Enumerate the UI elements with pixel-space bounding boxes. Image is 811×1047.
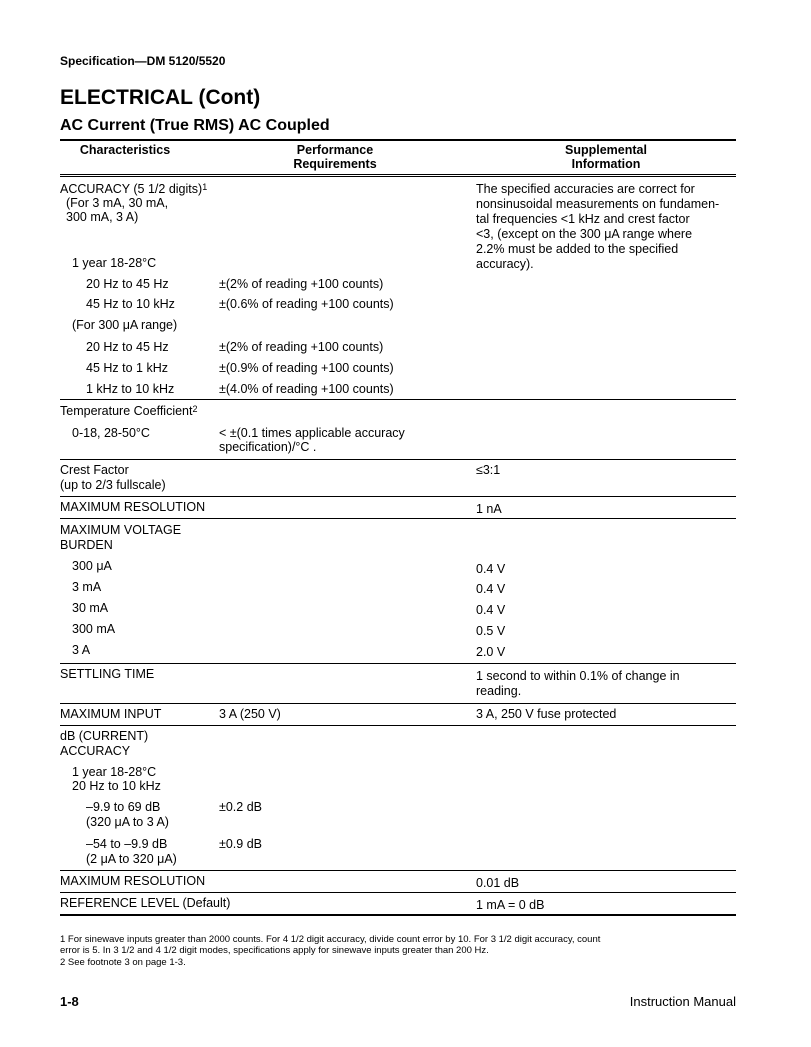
row-divider [60,496,736,497]
ua-requirement: ±(0.9% of reading +100 counts) [219,361,394,375]
ua-range-label: (For 300 μA range) [72,318,178,332]
db-label-line2: ACCURACY [60,744,131,758]
db-period-line1: 1 year 18-28°C [72,765,157,779]
table-top-rule [60,139,736,141]
crest-label-line1: Crest Factor [60,463,129,477]
footnote: 2 See footnote 3 on page 1-3. [60,957,186,968]
row-divider [60,399,736,400]
burden-range: 3 A [72,643,91,657]
max-resolution-db-info: 0.01 dB [476,876,520,890]
burden-value: 0.4 V [476,582,506,596]
table-bottom-rule [60,914,736,916]
ua-requirement: ±(2% of reading +100 counts) [219,340,384,354]
max-resolution-db-label: MAXIMUM RESOLUTION [60,874,206,888]
column-header-supplemental: Supplemental Information [565,143,647,171]
settling-label: SETTLING TIME [60,667,155,681]
reference-level-label: REFERENCE LEVEL (Default) [60,896,231,910]
section-title: ELECTRICAL (Cont) [60,86,261,109]
footnote: 1 For sinewave inputs greater than 2000 counts. For 4 1/2 digit accuracy, divide count error by 10. For 3 1/2 digit accuracy, count [60,934,601,945]
document-id: Specification—DM 5120/5520 [60,54,226,68]
ua-freq: 1 kHz to 10 kHz [86,382,175,396]
accuracy-ranges-line1: (For 3 mA, 30 mA, [66,196,169,210]
db-range-line1: –9.9 to 69 dB [86,800,161,814]
tempco-req-line2: specification)/°C . [219,440,317,454]
db-label-line1: dB (CURRENT) [60,729,149,743]
db-requirement: ±0.9 dB [219,837,262,851]
note-line: <3, (except on the 300 μA range where [476,227,693,241]
page-number: 1-8 [60,994,79,1009]
burden-value: 0.4 V [476,562,506,576]
tempco-label: Temperature Coefficient$^2$ [60,404,198,418]
accuracy-freq: 45 Hz to 10 kHz [86,297,175,311]
footnote: error is 5. In 3 1/2 and 4 1/2 digit modes, specifications apply for sinewave inputs greater than 200 Hz. [60,945,489,956]
db-requirement: ±0.2 dB [219,800,262,814]
burden-value: 0.4 V [476,603,506,617]
reference-level-info: 1 mA = 0 dB [476,898,545,912]
header-double-rule [60,174,736,177]
db-period-line2: 20 Hz to 10 kHz [72,779,161,793]
max-resolution-label: MAXIMUM RESOLUTION [60,500,206,514]
column-header-characteristics: Characteristics [79,143,171,157]
row-divider [60,459,736,460]
burden-range: 3 mA [72,580,102,594]
accuracy-freq: 20 Hz to 45 Hz [86,277,169,291]
note-line: 2.2% must be added to the specified [476,242,679,256]
burden-range: 300 mA [72,622,116,636]
row-divider [60,725,736,726]
burden-range: 300 μA [72,559,112,573]
accuracy-requirement: ±(2% of reading +100 counts) [219,277,384,291]
burden-label-line1: MAXIMUM VOLTAGE [60,523,182,537]
max-resolution-info: 1 nA [476,502,502,516]
note-line: nonsinusoidal measurements on fundamen- [476,197,720,211]
column-header-performance: Performance Requirements [293,143,377,171]
accuracy-ranges-line2: 300 mA, 3 A) [66,210,139,224]
subsection-title: AC Current (True RMS) AC Coupled [60,117,330,134]
settling-info-line1: 1 second to within 0.1% of change in [476,669,680,683]
max-input-label: MAXIMUM INPUT [60,707,162,721]
ua-freq: 45 Hz to 1 kHz [86,361,168,375]
row-divider [60,663,736,664]
note-line: accuracy). [476,257,534,271]
manual-title: Instruction Manual [629,994,736,1009]
ua-requirement: ±(4.0% of reading +100 counts) [219,382,394,396]
db-range-line1: –54 to –9.9 dB [86,837,168,851]
burden-value: 0.5 V [476,624,506,638]
accuracy-label: ACCURACY (5 1/2 digits)$^1$ [60,182,208,196]
max-input-info: 3 A, 250 V fuse protected [476,707,617,721]
row-divider [60,892,736,893]
burden-range: 30 mA [72,601,109,615]
row-divider [60,703,736,704]
burden-value: 2.0 V [476,645,506,659]
tempco-req-line1: < ±(0.1 times applicable accuracy [219,426,405,440]
crest-label-line2: (up to 2/3 fullscale) [60,478,166,492]
tempco-range: 0-18, 28-50°C [72,426,150,440]
note-line: tal frequencies <1 kHz and crest factor [476,212,690,226]
max-input-req: 3 A (250 V) [219,707,281,721]
note-line: The specified accuracies are correct for [476,182,695,196]
ua-freq: 20 Hz to 45 Hz [86,340,169,354]
db-range-line2: (2 μA to 320 μA) [86,852,177,866]
db-range-line2: (320 μA to 3 A) [86,815,169,829]
accuracy-requirement: ±(0.6% of reading +100 counts) [219,297,394,311]
crest-info: ≤3:1 [476,463,501,477]
accuracy-period: 1 year 18-28°C [72,256,157,270]
burden-label-line2: BURDEN [60,538,113,552]
row-divider [60,870,736,871]
row-divider [60,518,736,519]
settling-info-line2: reading. [476,684,522,698]
